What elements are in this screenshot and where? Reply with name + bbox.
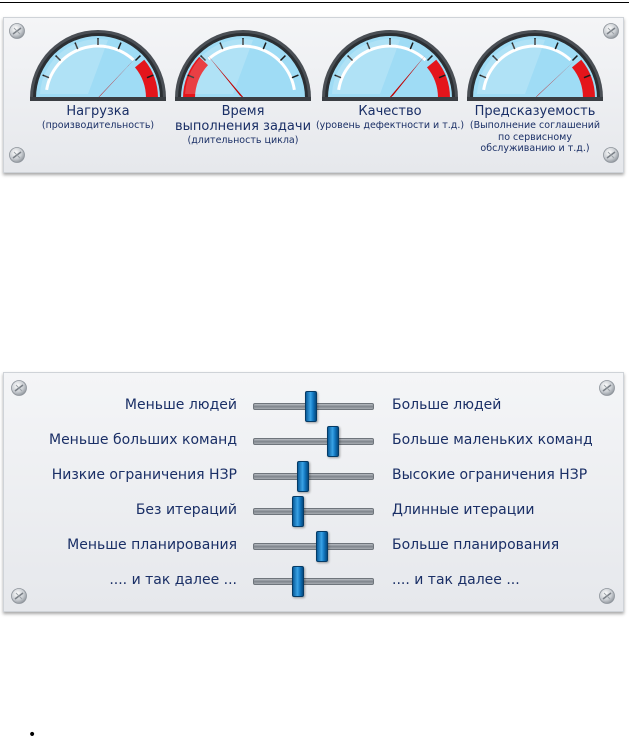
gauge [315, 26, 465, 131]
slider-thumb[interactable] [305, 391, 317, 422]
slider-right-label: Больше планирования [392, 537, 560, 553]
gauge-subtitle: (уровень дефектности и т.д.) [315, 120, 465, 131]
slider-thumb[interactable] [292, 566, 304, 597]
slider-right-label: Длинные итерации [392, 502, 535, 518]
gauge [465, 26, 605, 154]
slider-right-label: Высокие ограничения НЗР [392, 467, 588, 483]
slider-left-label: .... и так далее ... [109, 572, 237, 588]
screw-icon [598, 379, 616, 397]
screw-icon [8, 146, 26, 164]
sliders-panel [3, 372, 624, 612]
slider-row [4, 531, 625, 561]
slider-left-label: Меньше планирования [67, 537, 237, 553]
gauge-title: Нагрузка [66, 104, 130, 119]
slider-thumb[interactable] [292, 496, 304, 527]
slider-row [4, 461, 625, 491]
slider-row [4, 391, 625, 421]
slider-left-label: Меньше людей [124, 397, 237, 413]
slider-thumb[interactable] [297, 461, 309, 492]
gauges-panel [3, 17, 624, 173]
slider-thumb[interactable] [316, 531, 328, 562]
slider-left-label: Меньше больших команд [48, 432, 237, 448]
gauge [28, 26, 168, 131]
gauge-dial-icon [28, 26, 168, 102]
gauge [173, 26, 313, 146]
slider-row [4, 566, 625, 596]
slider-right-label: .... и так далее ... [392, 572, 520, 588]
gauge-title: Время выполнения задачи [174, 104, 312, 134]
slider-row [4, 426, 625, 456]
gauge-subtitle: (Выполнение соглашений по сервисному обслуживанию и т.д.) [469, 120, 601, 154]
slider-right-label: Больше людей [392, 397, 502, 413]
gauge-dial-icon [320, 26, 460, 102]
empty-bullet: • [28, 727, 37, 743]
gauge-dial-icon [173, 26, 313, 102]
slider-track[interactable] [253, 473, 374, 480]
slider-track[interactable] [253, 438, 374, 445]
gauge-subtitle: (длительность цикла) [187, 135, 299, 146]
slider-track[interactable] [253, 543, 374, 550]
gauge-dial-icon [465, 26, 605, 102]
screw-icon [8, 22, 26, 40]
screw-icon [602, 146, 620, 164]
top-rule [0, 2, 629, 3]
slider-row [4, 496, 625, 526]
screw-icon [10, 379, 28, 397]
slider-track[interactable] [253, 578, 374, 585]
screw-icon [598, 587, 616, 605]
gauge-title: Качество [358, 104, 422, 119]
slider-thumb[interactable] [327, 426, 339, 457]
gauge-subtitle: (производительность) [41, 120, 155, 131]
screw-icon [602, 22, 620, 40]
slider-left-label: Без итераций [135, 502, 237, 518]
screw-icon [10, 587, 28, 605]
slider-left-label: Низкие ограничения НЗР [51, 467, 237, 483]
slider-right-label: Больше маленьких команд [392, 432, 593, 448]
gauge-title: Предсказуемость [474, 104, 596, 119]
slider-track[interactable] [253, 508, 374, 515]
